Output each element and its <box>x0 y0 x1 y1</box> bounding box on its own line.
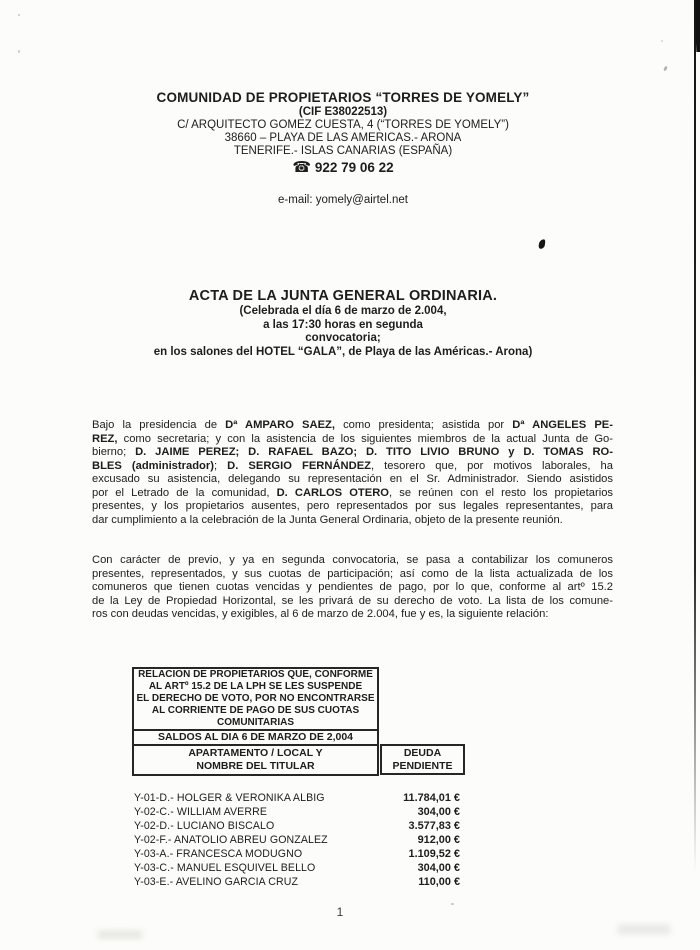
owner-cell: Y-03-E.- AVELINO GARCIA CRUZ <box>134 876 299 888</box>
paragraph-line: Con carácter de previo, y ya en segunda convocatoria, se pasa a contabilizar los comuneros <box>92 554 613 566</box>
table-row <box>134 875 460 889</box>
scan-smudge <box>98 930 142 939</box>
table-row <box>134 847 460 861</box>
debt-cell: 11.784,01 € <box>403 792 460 804</box>
scan-speck <box>451 903 454 905</box>
debt-cell: 304,00 € <box>417 806 460 818</box>
scan-speck <box>661 40 663 42</box>
column-header-debt <box>380 744 465 775</box>
scan-edge-line <box>694 0 696 872</box>
table-row <box>134 833 460 847</box>
text-line: COMUNITARIAS <box>216 717 295 728</box>
address-line-3: TENERIFE.- ISLAS CANARIAS (ESPAÑA) <box>233 145 453 157</box>
owner-cell: Y-03-C.- MANUEL ESQUIVEL BELLO <box>134 862 316 874</box>
organization-name: COMUNIDAD DE PROPIETARIOS “TORRES DE YOMELY” <box>156 90 530 105</box>
debt-cell: 304,00 € <box>417 862 460 874</box>
table-title <box>134 669 377 731</box>
table-row <box>134 861 460 875</box>
scan-smudge <box>618 924 670 935</box>
text-line: EL DERECHO DE VOTO, POR NO ENCONTRARSE <box>136 693 375 704</box>
page-number: 1 <box>336 905 344 919</box>
owner-cell: Y-02-D.- LUCIANO BISCALO <box>134 820 275 832</box>
document-title: ACTA DE LA JUNTA GENERAL ORDINARIA. <box>188 288 498 304</box>
paragraph-line: BLES (administrador); D. SERGIO FERNÁNDEZ, tesorero que, por motivos laborales, ha <box>92 459 614 472</box>
ink-mark-artifact <box>538 238 546 249</box>
document-title-block <box>0 288 686 359</box>
owner-cell: Y-03-A.- FRANCESCA MODUGNO <box>134 848 303 860</box>
paragraph-line: Bajo la presidencia de Dª AMPARO SAEZ, como presidenta; asistida por Dª ANGELES PE- <box>92 419 613 431</box>
title-subtitle-line-4: en los salones del HOTEL “GALA”, de Playa de las Américas.- Arona) <box>153 345 533 358</box>
table-row <box>134 819 460 833</box>
text-line: DEUDA <box>403 747 442 759</box>
paragraph-line: comuneros que tienen cuotas vencidas y pendientes de pago, por lo que, conforme al artº 15.2 <box>92 581 613 593</box>
telephone-icon: ☎ <box>292 159 312 176</box>
debt-cell: 110,00 € <box>418 876 460 888</box>
table-row <box>134 805 460 819</box>
suspension-table-header-box <box>132 667 379 776</box>
owner-cell: Y-02-C.- WILLIAM AVERRE <box>134 806 267 818</box>
paragraph-line: REZ, como secretaria; y con la asistencia de los siguientes miembros de la actual Junta de Go- <box>92 432 613 445</box>
column-header-owner <box>134 746 377 774</box>
paragraph-line: presentes, y los propietarios ausentes, pero representados por sus legales representantes, para <box>92 500 613 512</box>
debt-cell: 3.577,83 € <box>408 820 460 832</box>
owner-cell: Y-01-D.- HOLGER & VERONIKA ALBIG <box>134 792 325 804</box>
table-subtitle: SALDOS AL DIA 6 DE MARZO DE 2,004 <box>134 731 377 746</box>
debt-cell: 912,00 € <box>417 834 460 846</box>
paragraph-line: presentes, representados, y sus cuotas de participación; así como de la lista actualizada de los <box>92 567 613 580</box>
scan-speck <box>18 50 20 53</box>
phone-number: 922 79 06 22 <box>314 160 394 175</box>
text-line: APARTAMENTO / LOCAL Y <box>188 747 323 759</box>
text-line: PENDIENTE <box>392 760 453 772</box>
title-subtitle-line-2: a las 17:30 horas en segunda <box>263 318 423 331</box>
cif-number: (CIF E38022513) <box>298 106 388 118</box>
scan-speck <box>18 14 20 16</box>
text-line: NOMBRE DEL TITULAR <box>196 760 315 772</box>
table-row <box>134 791 460 805</box>
text-line: RELACION DE PROPIETARIOS QUE, CONFORME <box>138 669 373 680</box>
text-line: AL CORRIENTE DE PAGO DE SUS CUOTAS <box>151 705 360 716</box>
paragraph-line: dar cumplimiento a la celebración de la Junta General Ordinaria, objeto de la presente reunión. <box>92 513 563 526</box>
title-subtitle-line-3: convocatoria; <box>305 332 381 344</box>
text-line: AL ARTº 15.2 DE LA LPH SE LES SUSPENDE <box>148 681 363 692</box>
quorum-paragraph <box>92 554 613 622</box>
scan-speck <box>663 66 667 72</box>
paragraph-line: bierno; D. JAIME PEREZ; D. RAFAEL BAZO; D. TITO LIVIO BRUNO y D. TOMAS RO- <box>92 446 613 458</box>
debt-cell: 1.109,52 € <box>408 848 460 860</box>
opening-paragraph <box>92 419 613 527</box>
paragraph-line: de la Ley de Propiedad Horizontal, se les privará de su derecho de voto. La lista de los comune- <box>92 594 613 607</box>
address-line-1: C/ ARQUITECTO GOMEZ CUESTA, 4 (“TORRES DE YOMELY”) <box>177 119 509 131</box>
paragraph-line: excusado su asistencia, delegando su representación en el Sr. Administrador. Siendo asistidos <box>92 473 613 485</box>
debtor-list <box>134 791 460 889</box>
phone-line <box>0 159 686 176</box>
title-subtitle-line-1: (Celebrada el día 6 de marzo de 2.004, <box>239 305 447 317</box>
address-line-2: 38660 – PLAYA DE LAS AMERICAS.- ARONA <box>224 132 462 144</box>
owner-cell: Y-02-F.- ANATOLIO ABREU GONZALEZ <box>134 834 328 846</box>
letterhead <box>0 90 686 176</box>
email-line: e-mail: yomely@airtel.net <box>278 194 408 206</box>
paragraph-line: ros con deudas vencidas, y exigibles, al 6 de marzo de 2.004, fue y es, la siguiente relación: <box>92 608 549 620</box>
paragraph-line: por el Letrado de la comunidad, D. CARLOS OTERO, se reúnen con el resto los propietarios <box>92 486 614 499</box>
